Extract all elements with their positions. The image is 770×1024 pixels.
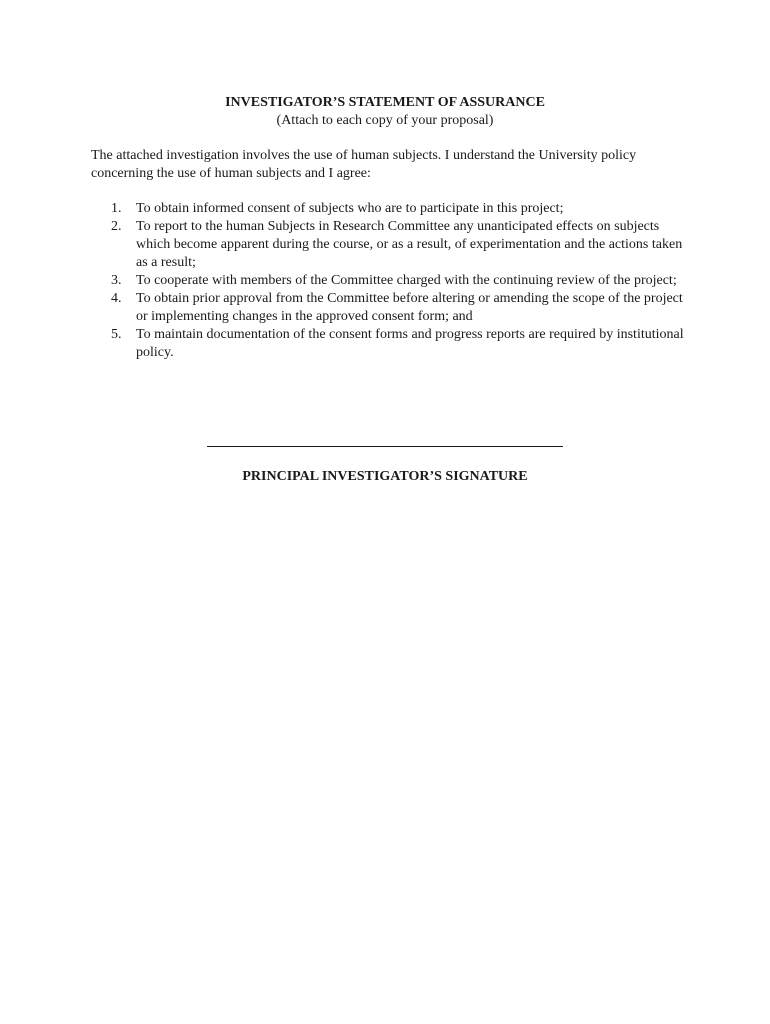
item-text: To obtain informed consent of subjects who are to participate in this project; [136,201,564,216]
document-title: INVESTIGATOR’S STATEMENT OF ASSURANCE [225,95,545,110]
agreement-list [91,200,686,362]
item-number: 1. [111,201,122,216]
item-text: To maintain documentation of the consent forms and progress reports are required by institutional policy. [136,327,684,360]
item-text: To cooperate with members of the Committee charged with the continuing review of the project; [136,273,677,288]
item-number: 5. [111,327,122,342]
document-subtitle: (Attach to each copy of your proposal) [276,113,494,128]
signature-label: PRINCIPAL INVESTIGATOR’S SIGNATURE [242,469,528,484]
item-text: To obtain prior approval from the Committee before altering or amending the scope of the project or implementing changes in the approved consent form; and [136,291,683,324]
item-number: 4. [111,291,122,306]
agreement-item-2 [91,218,686,272]
agreement-item-4 [91,290,686,326]
agreement-item-5 [91,326,686,362]
agreement-item-3 [91,272,686,290]
item-number: 3. [111,273,122,288]
signature-line [207,446,563,447]
item-number: 2. [111,219,122,234]
item-text: To report to the human Subjects in Research Committee any unanticipated effects on subjects which become apparent during the course, or as a result, of experimentation and the actions taken as a result; [136,219,683,270]
agreement-item-1 [91,200,686,218]
intro-paragraph: The attached investigation involves the use of human subjects. I understand the University policy concerning the use of human subjects and I agree: [91,148,637,181]
